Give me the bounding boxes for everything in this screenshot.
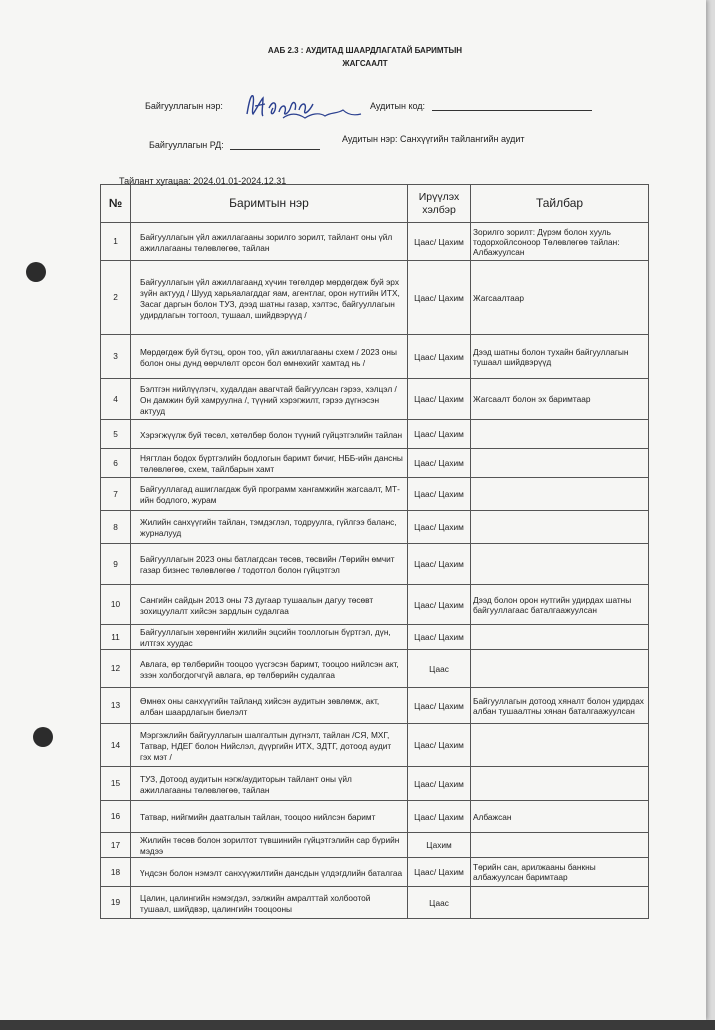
row-number: 5 — [101, 420, 131, 449]
row-note: Дээд шатны болон тухайн байгууллагын тушаал шийдвэрүүд — [471, 335, 649, 379]
row-doc-name: Мөрдөгдөж буй бүтэц, орон тоо, үйл ажиллагааны схем / 2023 оны болон оны дунд өөрчлөлт орсон бол өмнөхийг хамтад нь / — [131, 335, 408, 379]
row-doc-name: Байгууллагын үйл ажиллагааны зорилго зорилт, тайлант оны үйл ажиллагааны төлөвлөгөө, тайлан — [131, 223, 408, 261]
row-doc-name: Сангийн сайдын 2013 оны 73 дугаар тушаалын дагуу төсөвт зохицуулалт хийсэн зардлын судалгаа — [131, 585, 408, 625]
row-note: Жагсаалт болон эх баримтаар — [471, 379, 649, 420]
row-number: 15 — [101, 767, 131, 801]
row-number: 8 — [101, 511, 131, 544]
header-note: Тайлбар — [471, 185, 649, 223]
row-number: 11 — [101, 625, 131, 650]
row-doc-name: Нягтлан бодох бүртгэлийн бодлогын баримт бичиг, НББ-ийн дансны төлөвлөгөө, схем, тайлбарын хамт — [131, 449, 408, 478]
row-submit-form: Цаас/ Цахим — [408, 420, 471, 449]
punch-hole-top — [26, 262, 46, 282]
row-doc-name: Мэргэжлийн байгууллагын шалгалтын дүгнэлт, тайлан /СЯ, МХГ, Татвар, НДЕГ болон Нийслэл, дүүргийн ИТХ, ЗДТГ, дотоод аудит гэх мэт / — [131, 724, 408, 767]
row-number: 17 — [101, 833, 131, 858]
row-doc-name: Авлага, өр төлбөрийн тооцоо үүсгэсэн баримт, тооцоо нийлсэн акт, эзэн холбогдогчгүй авлага, өр төлбөрийн судалгаа — [131, 650, 408, 688]
row-doc-name: Байгууллагын хөрөнгийн жилийн эцсийн тооллогын бүртгэл, дүн, илтгэх хуудас — [131, 625, 408, 650]
row-submit-form: Цахим — [408, 833, 471, 858]
header-doc-name: Баримтын нэр — [131, 185, 408, 223]
table-row — [101, 688, 649, 724]
row-doc-name: Байгууллагын үйл ажиллагаанд хүчин төгөлдөр мөрдөгдөж буй эрх зүйн актууд / Шууд харьяалагддаг яам, агентлаг, орон нутгийн ИТХ, Засаг даргын болон ТУЗ, дээд шатны газар, хэлтэс, байгууллагын удирдлагын тогтоол, тушаал, шийдвэрүүд / — [131, 261, 408, 335]
org-rd-label: Байгууллагын РД: — [149, 140, 224, 150]
row-note — [471, 449, 649, 478]
row-submit-form: Цаас — [408, 887, 471, 919]
row-note — [471, 833, 649, 858]
table-row — [101, 887, 649, 919]
table-row — [101, 420, 649, 449]
table-row — [101, 544, 649, 585]
row-submit-form: Цаас/ Цахим — [408, 858, 471, 887]
row-number: 16 — [101, 801, 131, 833]
audit-code-blank — [432, 110, 592, 111]
table-header-row — [101, 185, 649, 223]
scan-bottom-edge — [0, 1020, 715, 1030]
row-note — [471, 478, 649, 511]
row-note: Байгууллагын дотоод хяналт болон удирдах албан тушаалтны хянан баталгаажуулсан — [471, 688, 649, 724]
table-row — [101, 858, 649, 887]
punch-hole-bottom — [33, 727, 53, 747]
table-row — [101, 223, 649, 261]
table-row — [101, 650, 649, 688]
audit-code-field — [370, 101, 592, 111]
table-row — [101, 335, 649, 379]
table-row — [101, 833, 649, 858]
audit-name-field — [342, 134, 525, 144]
row-submit-form: Цаас/ Цахим — [408, 261, 471, 335]
row-doc-name: Цалин, цалингийн нэмэгдэл, ээлжийн амралттай холбоотой тушаал, шийдвэр, цалингийн тооцооны — [131, 887, 408, 919]
header-no: № — [101, 185, 131, 223]
row-note — [471, 650, 649, 688]
row-number: 9 — [101, 544, 131, 585]
row-number: 12 — [101, 650, 131, 688]
audit-code-label: Аудитын код: — [370, 101, 426, 111]
table-body — [101, 223, 649, 919]
row-note: Зорилго зорилт: Дүрэм болон хууль тодорхойлсоноор Төлөвлөгөө тайлан: Албажуулсан — [471, 223, 649, 261]
row-submit-form: Цаас/ Цахим — [408, 223, 471, 261]
documents-table — [100, 184, 649, 919]
row-note: Дээд болон орон нутгийн удирдах шатны байгууллагаас баталгаажуулсан — [471, 585, 649, 625]
row-note — [471, 511, 649, 544]
row-note — [471, 767, 649, 801]
table-row — [101, 625, 649, 650]
row-number: 3 — [101, 335, 131, 379]
handwritten-org-name — [243, 90, 369, 122]
row-doc-name: Өмнөх оны санхүүгийн тайланд хийсэн аудитын зөвлөмж, акт, албан шаардлагын биелэлт — [131, 688, 408, 724]
table-row — [101, 511, 649, 544]
table-row — [101, 767, 649, 801]
table-row — [101, 585, 649, 625]
row-submit-form: Цаас/ Цахим — [408, 544, 471, 585]
row-doc-name: Үндсэн болон нэмэлт санхүүжилтийн дансдын үлдэгдлийн баталгаа — [131, 858, 408, 887]
row-doc-name: Татвар, нийгмийн даатгалын тайлан, тооцоо нийлсэн баримт — [131, 801, 408, 833]
org-rd-field — [149, 140, 320, 150]
row-number: 6 — [101, 449, 131, 478]
row-doc-name: Хэрэгжүүлж буй төсөл, хөтөлбөр болон түүний гүйцэтгэлийн тайлан — [131, 420, 408, 449]
table-row — [101, 724, 649, 767]
row-note: Төрийн сан, арилжааны банкны албажуулсан баримтаар — [471, 858, 649, 887]
table-row — [101, 379, 649, 420]
row-submit-form: Цаас/ Цахим — [408, 379, 471, 420]
row-number: 1 — [101, 223, 131, 261]
table-row — [101, 478, 649, 511]
table-row — [101, 261, 649, 335]
header-submit-form: Ирүүлэх хэлбэр — [408, 185, 471, 223]
row-submit-form: Цаас/ Цахим — [408, 449, 471, 478]
row-doc-name: Жилийн төсөв болон зорилтот түвшинийн гүйцэтгэлийн сар бүрийн мэдээ — [131, 833, 408, 858]
row-number: 2 — [101, 261, 131, 335]
document-title — [200, 44, 530, 70]
row-submit-form: Цаас/ Цахим — [408, 801, 471, 833]
row-number: 14 — [101, 724, 131, 767]
row-number: 7 — [101, 478, 131, 511]
row-submit-form: Цаас/ Цахим — [408, 767, 471, 801]
table-row — [101, 801, 649, 833]
row-doc-name: ТУЗ, Дотоод аудитын нэгж/аудиторын тайлант оны үйл ажиллагааны төлөвлөгөө, тайлан — [131, 767, 408, 801]
row-submit-form: Цаас/ Цахим — [408, 478, 471, 511]
org-name-label: Байгууллагын нэр: — [145, 101, 223, 111]
row-note — [471, 887, 649, 919]
row-note — [471, 544, 649, 585]
row-submit-form: Цаас/ Цахим — [408, 335, 471, 379]
row-submit-form: Цаас/ Цахим — [408, 724, 471, 767]
row-submit-form: Цаас/ Цахим — [408, 625, 471, 650]
report-period: Тайлант хугацаа: 2024.01.01-2024.12.31 — [119, 176, 287, 186]
audit-name-label: Аудитын нэр: — [342, 134, 398, 144]
row-doc-name: Жилийн санхүүгийн тайлан, тэмдэглэл, тодруулга, гүйлгээ баланс, журналууд — [131, 511, 408, 544]
row-note — [471, 625, 649, 650]
row-number: 13 — [101, 688, 131, 724]
row-number: 18 — [101, 858, 131, 887]
row-number: 4 — [101, 379, 131, 420]
row-note — [471, 420, 649, 449]
row-number: 19 — [101, 887, 131, 919]
row-submit-form: Цаас/ Цахим — [408, 688, 471, 724]
row-note — [471, 724, 649, 767]
row-note: Жагсаалтаар — [471, 261, 649, 335]
audit-name-value: Санхүүгийн тайлангийн аудит — [400, 134, 525, 144]
row-doc-name: Байгууллагад ашиглагдаж буй программ хангамжийн жагсаалт, МТ-ийн бодлого, журам — [131, 478, 408, 511]
org-rd-blank — [230, 149, 320, 150]
row-submit-form: Цаас/ Цахим — [408, 511, 471, 544]
row-doc-name: Бэлтгэн нийлүүлэгч, худалдан авагчтай байгуулсан гэрээ, хэлцэл / Он дамжин буй хамруулна /, түүний хэрэгжилт, гэрээ дүгнэсэн актууд — [131, 379, 408, 420]
title-line-2: ЖАГСААЛТ — [342, 59, 388, 68]
row-submit-form: Цаас — [408, 650, 471, 688]
table-row — [101, 449, 649, 478]
title-line-1: ААБ 2.3 : АУДИТАД ШААРДЛАГАТАЙ БАРИМТЫН — [267, 46, 463, 55]
row-number: 10 — [101, 585, 131, 625]
row-note: Албажсан — [471, 801, 649, 833]
row-submit-form: Цаас/ Цахим — [408, 585, 471, 625]
row-doc-name: Байгууллагын 2023 оны батлагдсан төсөв, төсвийн /Төрийн өмчит газар бизнес төлөвлөгөө / тодотгол болон гүйцэтгэл — [131, 544, 408, 585]
